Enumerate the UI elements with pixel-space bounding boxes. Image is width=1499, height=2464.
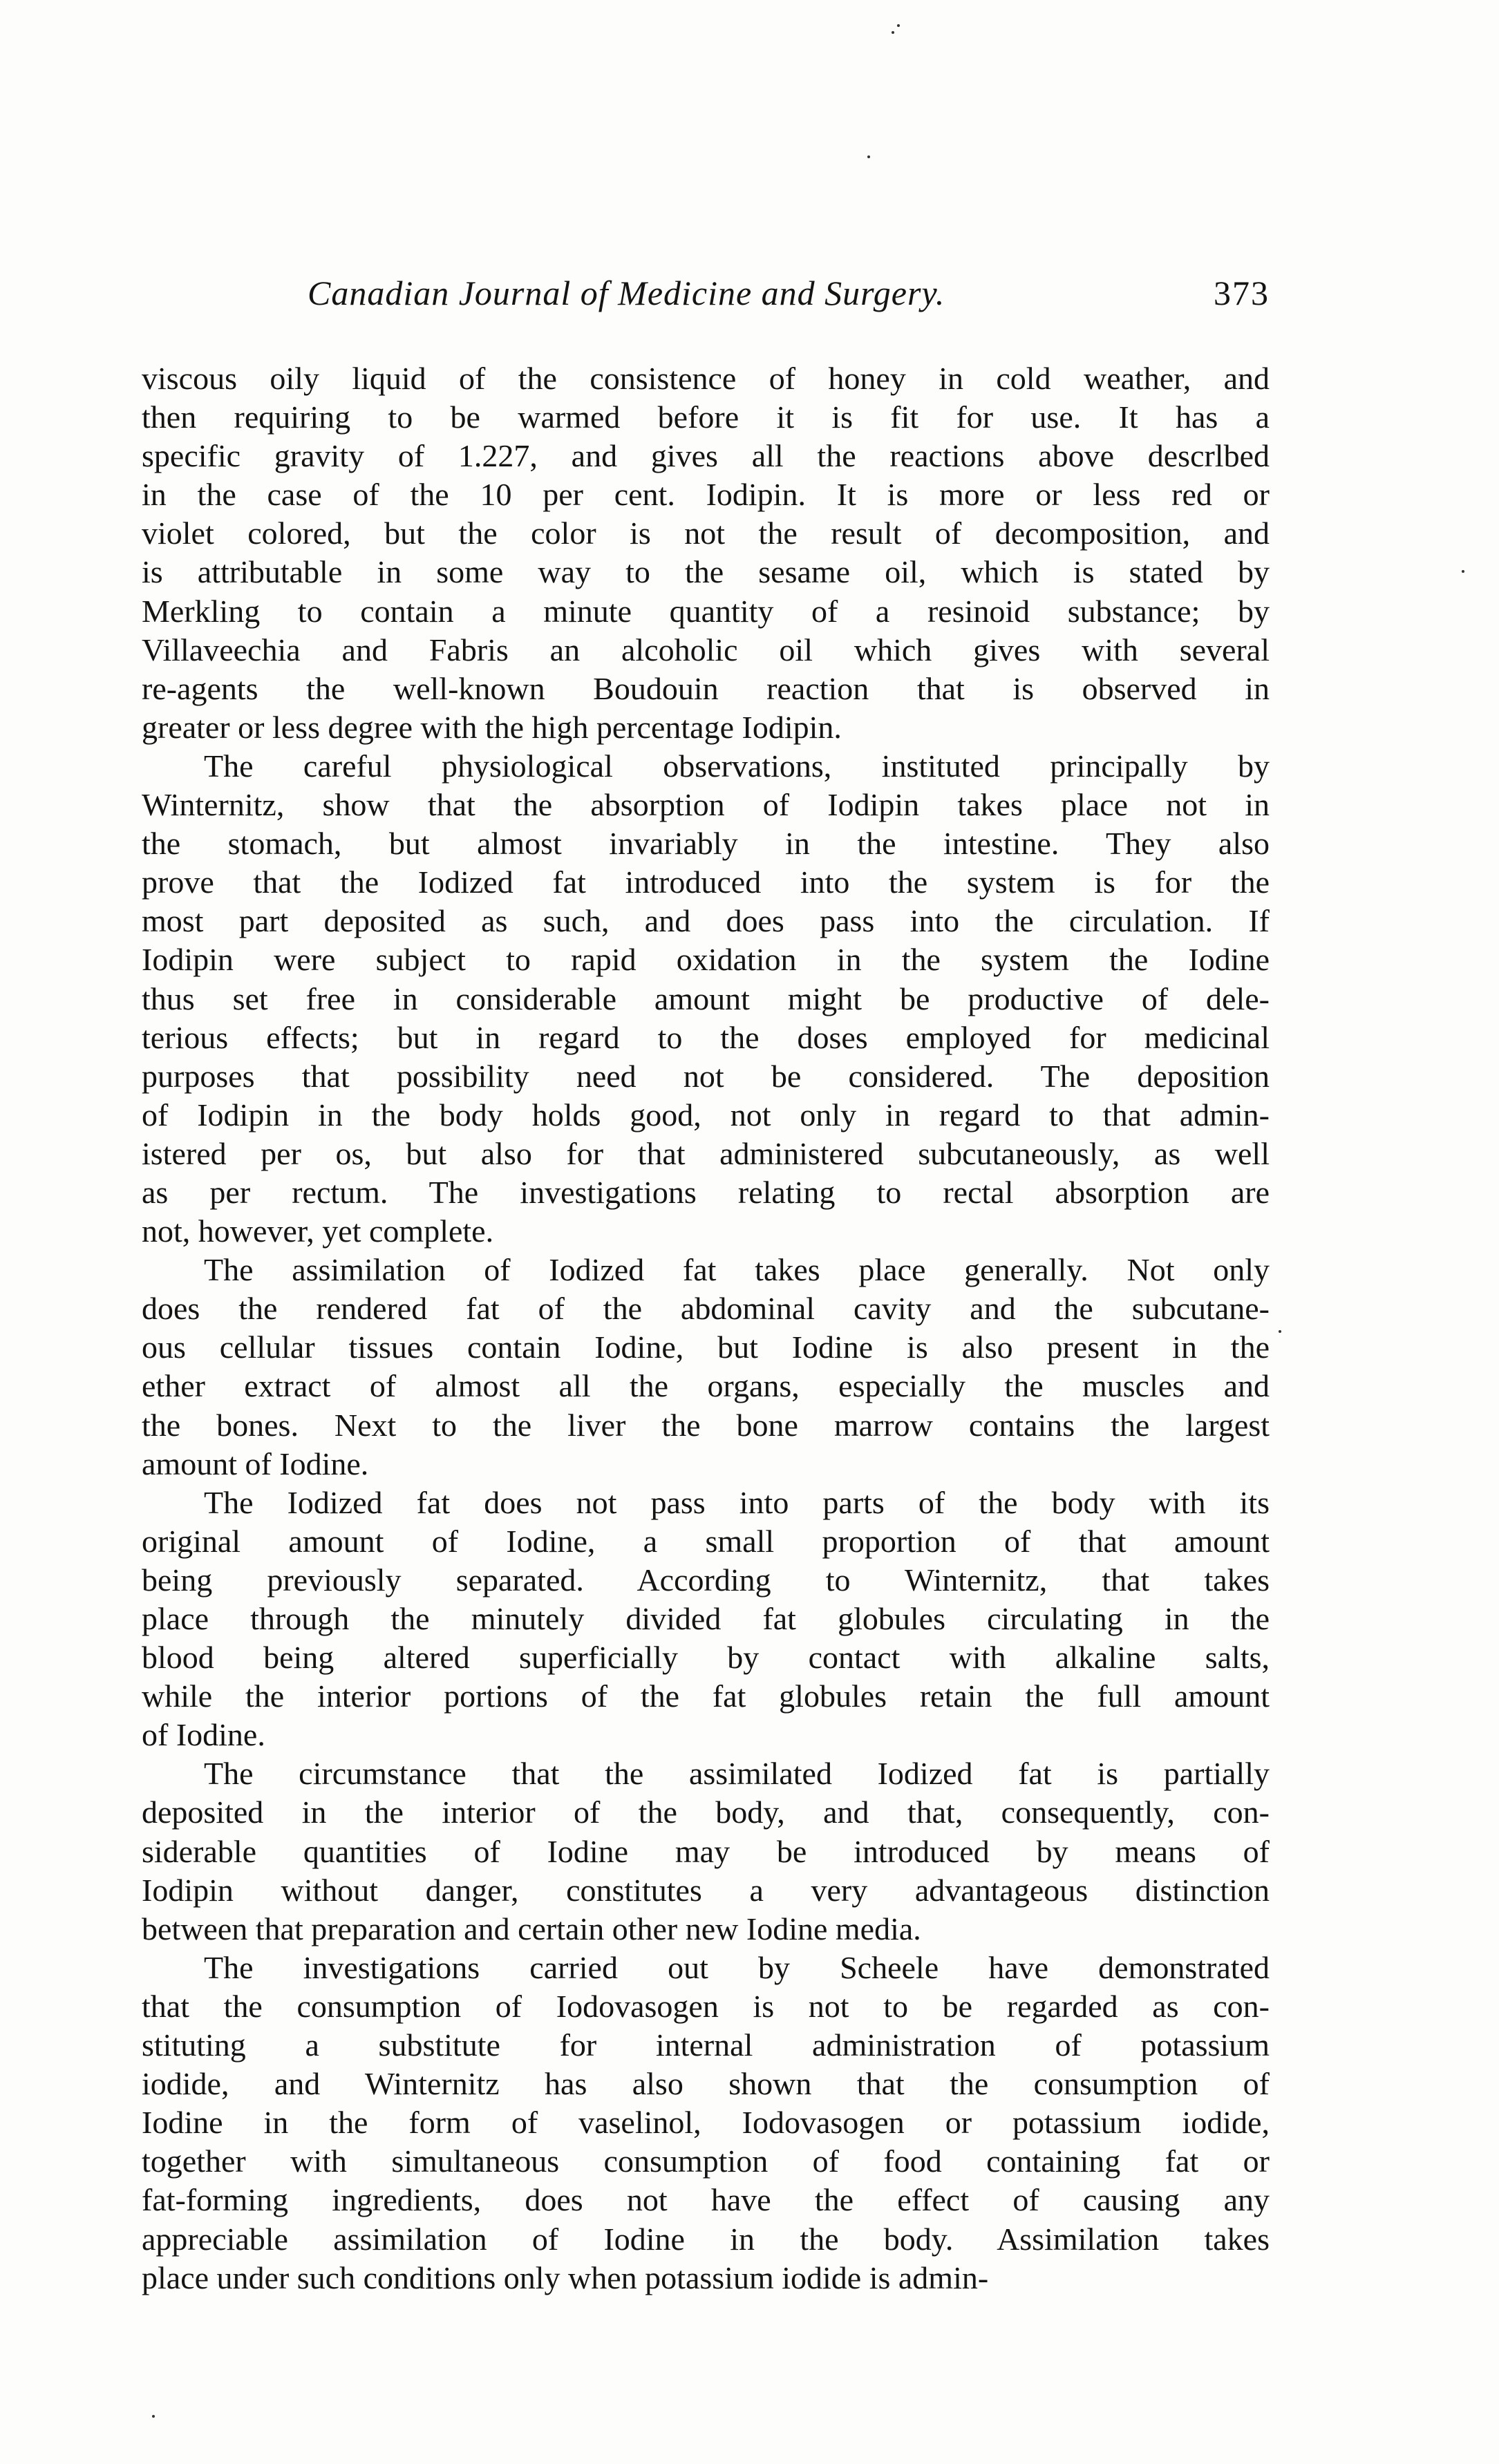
text-line: deposited in the interior of the body, and that, consequently, con- (142, 1794, 1270, 1830)
journal-title: Canadian Journal of Medicine and Surgery. (308, 274, 945, 312)
text-line: the bones. Next to the liver the bone marrow contains the largest (142, 1407, 1270, 1443)
scan-speck (1279, 1330, 1281, 1333)
text-line: greater or less degree with the high percentage Iodipin. (142, 709, 842, 745)
text-line: Iodine in the form of vaselinol, Iodovasogen or potassium iodide, (142, 2105, 1270, 2141)
text-line: re-agents the well-known Boudouin reaction that is observed in (142, 670, 1270, 706)
text-line: Iodipin were subject to rapid oxidation in the system the Iodine (142, 942, 1270, 978)
text-line: is attributable in some way to the sesame oil, which is stated by (142, 554, 1270, 590)
scan-speck (867, 155, 870, 158)
paragraph (142, 359, 1270, 747)
text-line: iodide, and Winternitz has also shown that the consumption of (142, 2066, 1270, 2102)
text-line: does the rendered fat of the abdominal cavity and the subcutane- (142, 1291, 1270, 1327)
scan-speck (897, 24, 900, 27)
text-line: siderable quantities of Iodine may be introduced by means of (142, 1833, 1270, 1869)
text-line: The circumstance that the assimilated Iodized fat is partially (204, 1756, 1270, 1792)
paragraph (142, 1251, 1270, 1484)
text-line: in the case of the 10 per cent. Iodipin. It is more or less red or (142, 477, 1270, 513)
scan-speck (1462, 570, 1464, 573)
text-line: as per rectum. The investigations relating to rectal absorption are (142, 1174, 1270, 1210)
text-line: viscous oily liquid of the consistence of honey in cold weather, and (142, 361, 1270, 396)
text-line: The Iodized fat does not pass into parts of the body with its (204, 1484, 1270, 1520)
paragraph (142, 1949, 1270, 2297)
text-line: Iodipin without danger, constitutes a very advantageous distinction (142, 1872, 1270, 1908)
text-line: being previously separated. According to Winternitz, that takes (142, 1562, 1270, 1598)
text-line: istered per os, but also for that administered subcutaneously, as well (142, 1135, 1270, 1171)
text-line: prove that the Iodized fat introduced into the system is for the (142, 864, 1270, 900)
text-line: the stomach, but almost invariably in the intestine. They also (142, 826, 1270, 862)
text-line: place through the minutely divided fat globules circulating in the (142, 1601, 1270, 1636)
text-line: of Iodine. (142, 1717, 265, 1753)
text-line: amount of Iodine. (142, 1446, 369, 1481)
text-line: The assimilation of Iodized fat takes place generally. Not only (204, 1252, 1270, 1288)
text-line: violet colored, but the color is not the result of decomposition, and (142, 515, 1270, 551)
text-line: together with simultaneous consumption of food containing fat or (142, 2143, 1270, 2179)
text-line: terious effects; but in regard to the doses employed for medicinal (142, 1019, 1270, 1055)
text-line: appreciable assimilation of Iodine in the body. Assimilation takes (142, 2221, 1270, 2257)
text-line: of Iodipin in the body holds good, not only in regard to that admin- (142, 1097, 1270, 1133)
text-line: specific gravity of 1.227, and gives all the reactions above descrlbed (142, 438, 1270, 474)
paragraph (142, 1484, 1270, 1755)
text-line: blood being altered superficially by contact with alkaline salts, (142, 1640, 1270, 1676)
scan-speck (892, 31, 894, 34)
text-line: that the consumption of Iodovasogen is not to be regarded as con- (142, 1988, 1270, 2024)
paragraph (142, 747, 1270, 1251)
text-line: not, however, yet complete. (142, 1213, 494, 1249)
scan-speck (152, 2415, 155, 2418)
page-number: 373 (1214, 274, 1270, 312)
text-line: while the interior portions of the fat globules retain the full amount (142, 1678, 1270, 1714)
text-line: Winternitz, show that the absorption of Iodipin takes place not in (142, 787, 1270, 823)
text-line: fat-forming ingredients, does not have the effect of causing any (142, 2182, 1270, 2218)
text-line: then requiring to be warmed before it is fit for use. It has a (142, 399, 1270, 435)
paragraph (142, 1754, 1270, 1948)
text-line: thus set free in considerable amount might be productive of dele- (142, 980, 1270, 1016)
text-line: purposes that possibility need not be considered. The deposition (142, 1058, 1270, 1094)
text-line: Villaveechia and Fabris an alcoholic oil which gives with several (142, 632, 1270, 667)
text-line: ous cellular tissues contain Iodine, but Iodine is also present in the (142, 1329, 1270, 1365)
text-line: place under such conditions only when potassium iodide is admin- (142, 2259, 989, 2295)
text-line: stituting a substitute for internal administration of potassium (142, 2027, 1270, 2063)
text-line: The investigations carried out by Scheele have demonstrated (204, 1949, 1270, 1985)
text-line: most part deposited as such, and does pass into the circulation. If (142, 903, 1270, 939)
text-line: Merkling to contain a minute quantity of a resinoid substance; by (142, 593, 1270, 629)
article-body (142, 359, 1270, 2297)
running-head (273, 273, 1270, 321)
text-line: between that preparation and certain other new Iodine media. (142, 1911, 921, 1946)
text-line: The careful physiological observations, instituted principally by (204, 748, 1270, 784)
text-line: ether extract of almost all the organs, especially the muscles and (142, 1368, 1270, 1404)
text-line: original amount of Iodine, a small proportion of that amount (142, 1523, 1270, 1559)
